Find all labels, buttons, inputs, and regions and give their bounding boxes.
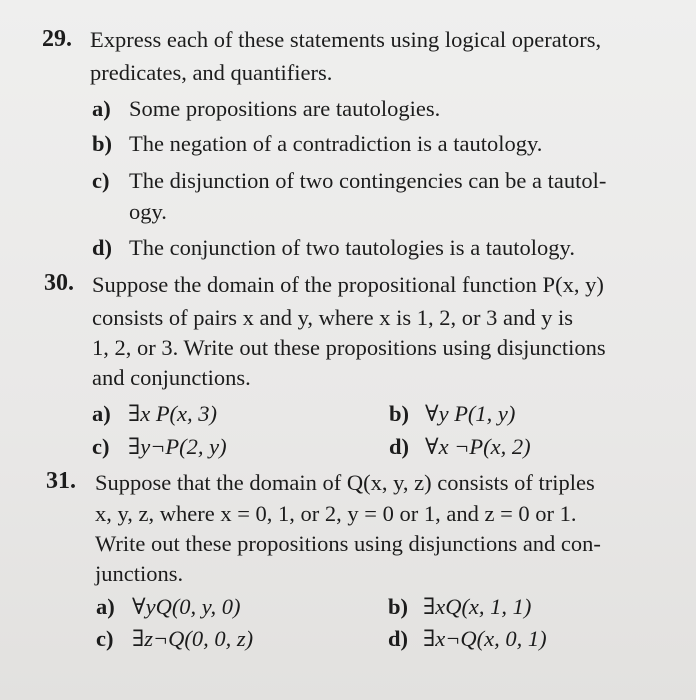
part-text: The disjunction of two contingencies can be a tautol- xyxy=(129,168,607,193)
part-text: The conjunction of two tautologies is a tautology. xyxy=(129,235,575,260)
part-formula: ∃z¬Q(0, 0, z) xyxy=(132,626,254,651)
problem-intro-line: Suppose that the domain of Q(x, y, z) consists of triples xyxy=(95,470,595,495)
problem-number: 31. xyxy=(46,468,76,494)
part-formula: ∃xQ(x, 1, 1) xyxy=(423,594,532,619)
part-label: d) xyxy=(389,434,410,459)
problem-intro-line: consists of pairs x and y, where x is 1, 2, or 3 and y is xyxy=(92,305,573,330)
problem-intro-line: 1, 2, or 3. Write out these propositions using disjunctions xyxy=(92,335,606,360)
part-label: d) xyxy=(92,235,113,260)
part-label: b) xyxy=(388,594,409,619)
part-text-continuation: ogy. xyxy=(129,199,167,224)
problem-intro-line: junctions. xyxy=(95,561,184,586)
part-formula: ∃y¬P(2, y) xyxy=(128,434,227,459)
part-text: The negation of a contradiction is a tautology. xyxy=(129,131,543,156)
part-label: a) xyxy=(96,594,115,619)
part-formula: ∃x¬Q(x, 0, 1) xyxy=(423,626,547,651)
problem-intro-line: Write out these propositions using disjunctions and con- xyxy=(95,531,601,556)
problem-number: 30. xyxy=(44,270,74,296)
part-label: b) xyxy=(389,401,410,426)
part-text: Some propositions are tautologies. xyxy=(129,96,441,121)
part-label: b) xyxy=(92,131,113,156)
part-label: c) xyxy=(92,168,110,193)
part-formula: ∀y P(1, y) xyxy=(425,401,516,426)
problem-intro-line: Express each of these statements using logical operators, xyxy=(90,27,602,52)
problem-intro-line: predicates, and quantifiers. xyxy=(90,60,333,85)
part-label: a) xyxy=(92,96,111,121)
part-label: c) xyxy=(92,434,110,459)
part-formula: ∃x P(x, 3) xyxy=(128,401,218,426)
part-formula: ∀yQ(0, y, 0) xyxy=(132,594,241,619)
problem-intro-line: and conjunctions. xyxy=(92,365,251,390)
problem-intro-line: x, y, z, where x = 0, 1, or 2, y = 0 or 1, and z = 0 or 1. xyxy=(95,501,577,526)
part-label: c) xyxy=(96,626,114,651)
problem-number: 29. xyxy=(42,26,72,52)
part-label: a) xyxy=(92,401,111,426)
problem-intro-line: Suppose the domain of the propositional function P(x, y) xyxy=(92,272,604,297)
part-label: d) xyxy=(388,626,409,651)
part-formula: ∀x ¬P(x, 2) xyxy=(425,434,531,459)
